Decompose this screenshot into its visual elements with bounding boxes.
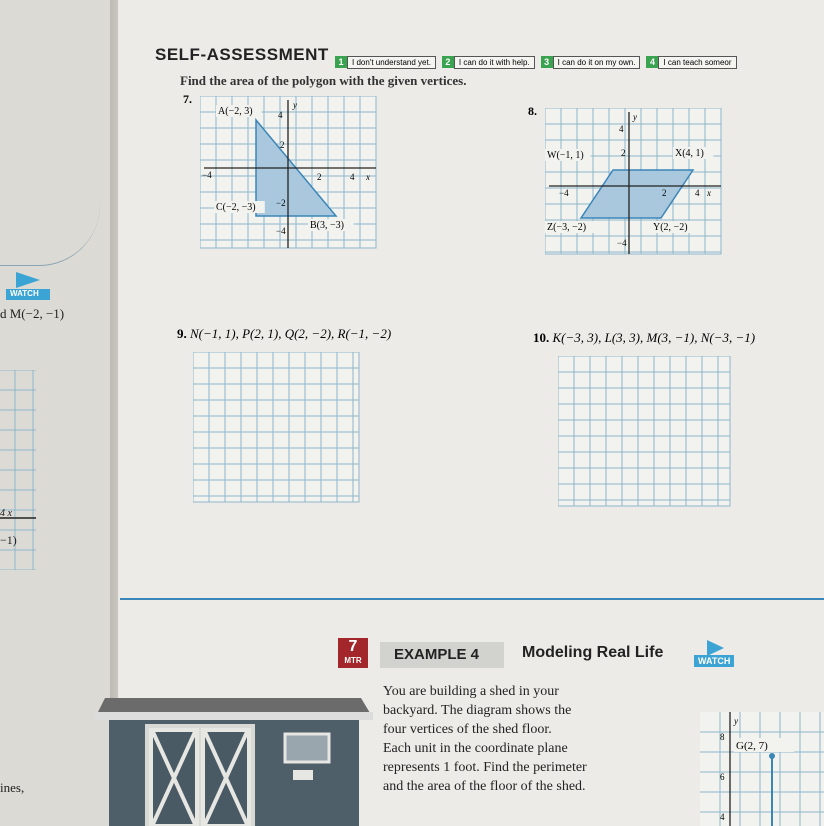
shed-tick-8: 8	[720, 732, 725, 742]
left-watch-button[interactable]	[6, 272, 50, 302]
shed-point-label: G(2, 7)	[736, 740, 768, 752]
p7-tick-x-4: 4	[350, 172, 355, 182]
p7-tick-y-neg2: −2	[276, 198, 286, 208]
point-g	[769, 753, 775, 759]
problem-8-number: 8.	[528, 104, 537, 118]
self-assessment-levels	[335, 52, 743, 70]
p8-y-axis-label: y	[633, 112, 637, 122]
example-line-4: Each unit in the coordinate plane	[383, 741, 568, 756]
section-divider	[120, 598, 824, 600]
shed-graph	[700, 712, 824, 826]
example-line-2: backyard. The diagram shows the	[383, 703, 572, 718]
p8-vertex-label-1: X(4, 1)	[675, 148, 704, 159]
p7-vertex-label-0: A(−2, 3)	[218, 106, 253, 117]
problem-8-graph	[545, 108, 725, 258]
left-watch-label: WATCH	[10, 289, 39, 298]
p7-tick-y-neg4: −4	[276, 226, 286, 236]
p8-x-axis-label: x	[707, 188, 711, 198]
example-watch-button[interactable]	[694, 640, 734, 670]
problem-9-vertices: N(−1, 1), P(2, 1), Q(2, −2), R(−1, −2)	[190, 326, 392, 341]
p8-tick-y-2: 2	[621, 148, 626, 158]
level-2-text: I can do it with help.	[454, 56, 535, 69]
level-1-number: 1	[335, 56, 347, 68]
p7-tick-x-neg4: −4	[202, 170, 212, 180]
left-axis-label: 4 x	[0, 508, 12, 519]
shed-illustration	[95, 686, 373, 826]
p7-tick-y-2: 2	[280, 140, 285, 150]
problem-10-number: 10.	[533, 330, 550, 345]
problem-10-blank-grid[interactable]	[558, 356, 732, 510]
problem-9-blank-grid[interactable]	[193, 352, 361, 504]
previous-page-curve	[0, 205, 100, 266]
level-3-number: 3	[541, 56, 553, 68]
example-label: EXAMPLE 4	[380, 642, 504, 668]
mtr-badge-label: MTR	[344, 656, 362, 665]
mtr-badge	[338, 638, 368, 668]
level-3-text: I can do it on my own.	[553, 56, 641, 69]
example-line-1: You are building a shed in your	[383, 684, 559, 699]
problem-9-number: 9.	[177, 326, 187, 341]
p7-tick-y-4: 4	[278, 110, 283, 120]
problem-10	[533, 330, 755, 346]
left-point-label: d M(−2, −1)	[0, 306, 65, 321]
problem-9	[177, 326, 391, 342]
example-line-5: represents 1 foot. Find the perimeter	[383, 760, 587, 775]
self-assessment-title: SELF-ASSESSMENT	[155, 45, 329, 64]
shed-tick-4: 4	[720, 812, 725, 822]
example-line-6: and the area of the floor of the shed.	[383, 779, 586, 794]
mtr-badge-number: 7	[348, 638, 358, 655]
p7-tick-x-2: 2	[317, 172, 322, 182]
example-title: Modeling Real Life	[522, 644, 664, 661]
p7-y-axis-label: y	[293, 100, 297, 110]
problem-10-vertices: K(−3, 3), L(3, 3), M(3, −1), N(−3, −1)	[552, 330, 756, 345]
p8-tick-x-neg4: −4	[559, 188, 569, 198]
p7-x-axis-label: x	[366, 172, 370, 182]
p7-vertex-label-1: C(−2, −3)	[216, 202, 256, 213]
p8-tick-x-4: 4	[695, 188, 700, 198]
level-4-number: 4	[646, 56, 658, 68]
level-4-text: I can teach someor	[658, 56, 736, 69]
level-1-text: I don't understand yet.	[347, 56, 436, 69]
left-word-fragment: ines,	[0, 780, 25, 795]
left-coord-fragment: −1)	[0, 533, 17, 547]
instruction-text: Find the area of the polygon with the given vertices.	[180, 73, 467, 88]
p7-vertex-label-2: B(3, −3)	[310, 220, 344, 231]
example-line-3: four vertices of the shed floor.	[383, 722, 552, 737]
shed-y-axis-label: y	[734, 716, 738, 726]
p8-vertex-label-0: W(−1, 1)	[547, 150, 584, 161]
example-watch-label: WATCH	[698, 656, 731, 666]
problem-7-graph	[200, 96, 380, 252]
p8-vertex-label-3: Z(−3, −2)	[547, 222, 587, 233]
p8-tick-y-4: 4	[619, 124, 624, 134]
p8-tick-y-neg4: −4	[617, 238, 627, 248]
p8-vertex-label-2: Y(2, −2)	[653, 222, 688, 233]
problem-7-number: 7.	[183, 92, 192, 106]
level-2-number: 2	[442, 56, 454, 68]
shed-tick-6: 6	[720, 772, 725, 782]
example-problem-text	[383, 682, 587, 796]
p8-tick-x-2: 2	[662, 188, 667, 198]
